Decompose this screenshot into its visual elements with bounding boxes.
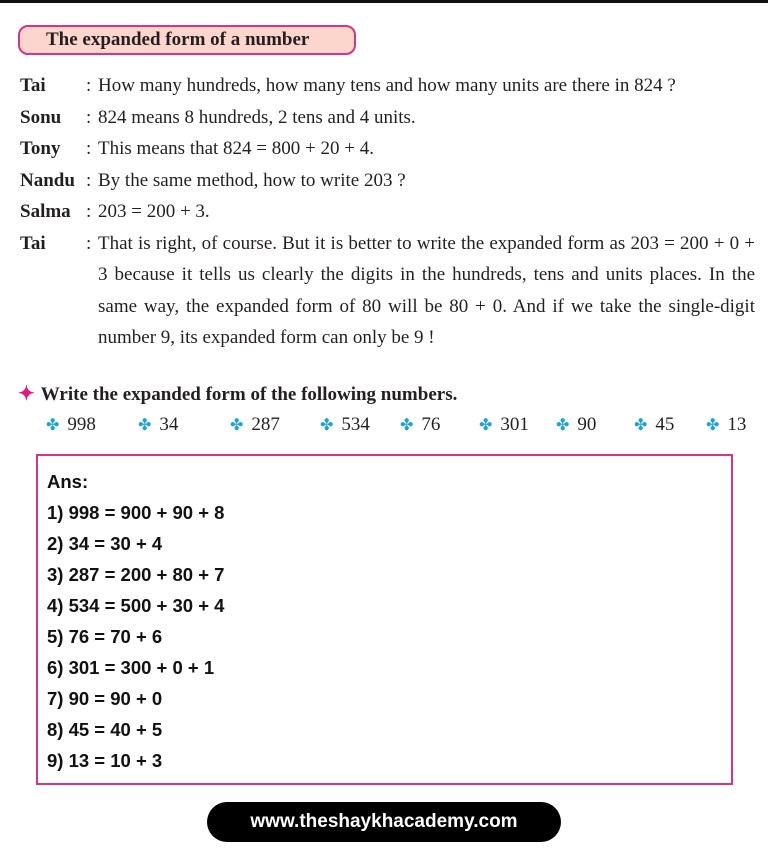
top-border — [0, 0, 768, 3]
clover-icon: ✤ — [230, 417, 244, 434]
dialogue — [20, 70, 755, 354]
dialogue-text: That is right, of course. But it is better to write the expanded form as 203 = 200 + 0 + 3 because it tells us clearly the digits in the hundreds, tens and units places. In the same way, the expanded form of 80 will be 80 + 0. And if we take the single-digit number 9, its expanded form can only be 9 ! — [98, 232, 755, 348]
clover-icon: ✤ — [138, 417, 152, 434]
answer-box — [36, 454, 733, 785]
exercise-item: ✤ 287 — [230, 414, 280, 435]
dialogue-line: Salma : 203 = 200 + 3. — [20, 196, 755, 228]
clover-icon: ✤ — [479, 417, 493, 434]
exercise-item: ✤ 13 — [706, 414, 747, 435]
answer-label: Ans: — [47, 471, 89, 492]
answer-line: 5) 76 = 70 + 6 — [47, 626, 163, 647]
clover-icon: ✤ — [706, 417, 720, 434]
answer-line: 1) 998 = 900 + 90 + 8 — [47, 502, 225, 523]
dialogue-text: This means that 824 = 800 + 20 + 4. — [98, 138, 374, 159]
exercise-heading — [18, 381, 457, 406]
exercise-item: ✤ 34 — [138, 414, 179, 435]
clover-icon: ✤ — [400, 417, 414, 434]
website-link[interactable]: www.theshaykhacademy.com — [207, 802, 561, 842]
speaker: Tony — [20, 138, 61, 159]
exercise-item: ✤ 76 — [400, 414, 441, 435]
answer-line: 9) 13 = 10 + 3 — [47, 750, 163, 771]
speaker: Nandu — [20, 169, 75, 191]
speaker: Tai — [20, 75, 46, 96]
dialogue-text: By the same method, how to write 203 ? — [98, 169, 406, 191]
dialogue-text: How many hundreds, how many tens and how many units are there in 824 ? — [98, 75, 676, 96]
speaker: Salma — [20, 201, 71, 222]
star-icon: ✦ — [18, 383, 35, 405]
answer-line: 4) 534 = 500 + 30 + 4 — [47, 595, 225, 616]
exercise-item: ✤ 301 — [479, 414, 529, 435]
exercise-item: ✤ 90 — [556, 414, 597, 435]
speaker: Sonu — [20, 106, 62, 128]
dialogue-line: Tai : That is right, of course. But it is better to write the expanded form as 203 = 200 + 0 + 3 because it tells us clearly the digits in the hundreds, tens and units places. In the same way, the expanded form of 80 will be 80 + 0. And if we take the single-digit number 9, its expanded form can only be 9 ! — [20, 228, 755, 354]
answer-line: 6) 301 = 300 + 0 + 1 — [47, 657, 215, 678]
speaker: Tai — [20, 232, 46, 254]
dialogue-text: 824 means 8 hundreds, 2 tens and 4 units. — [98, 106, 416, 128]
clover-icon: ✤ — [556, 417, 570, 434]
clover-icon: ✤ — [634, 417, 648, 434]
answer-line: 3) 287 = 200 + 80 + 7 — [47, 564, 225, 585]
answer-line: 7) 90 = 90 + 0 — [47, 688, 163, 709]
answer-line: 8) 45 = 40 + 5 — [47, 719, 163, 740]
exercise-item: ✤ 998 — [46, 414, 96, 435]
dialogue-text: 203 = 200 + 3. — [98, 201, 210, 222]
clover-icon: ✤ — [320, 417, 334, 434]
exercise-heading-text: Write the expanded form of the following numbers. — [40, 384, 458, 405]
clover-icon: ✤ — [46, 417, 60, 434]
dialogue-line: Tai : How many hundreds, how many tens and how many units are there in 824 ? — [20, 70, 755, 102]
exercise-item: ✤ 45 — [634, 414, 675, 435]
dialogue-line: Tony : This means that 824 = 800 + 20 + 4. — [20, 133, 755, 165]
exercise-item: ✤ 534 — [320, 414, 370, 435]
section-title: The expanded form of a number — [18, 25, 356, 55]
dialogue-line: Nandu : By the same method, how to write 203 ? — [20, 165, 755, 197]
answer-line: 2) 34 = 30 + 4 — [47, 533, 163, 554]
dialogue-line: Sonu : 824 means 8 hundreds, 2 tens and 4 units. — [20, 102, 755, 134]
